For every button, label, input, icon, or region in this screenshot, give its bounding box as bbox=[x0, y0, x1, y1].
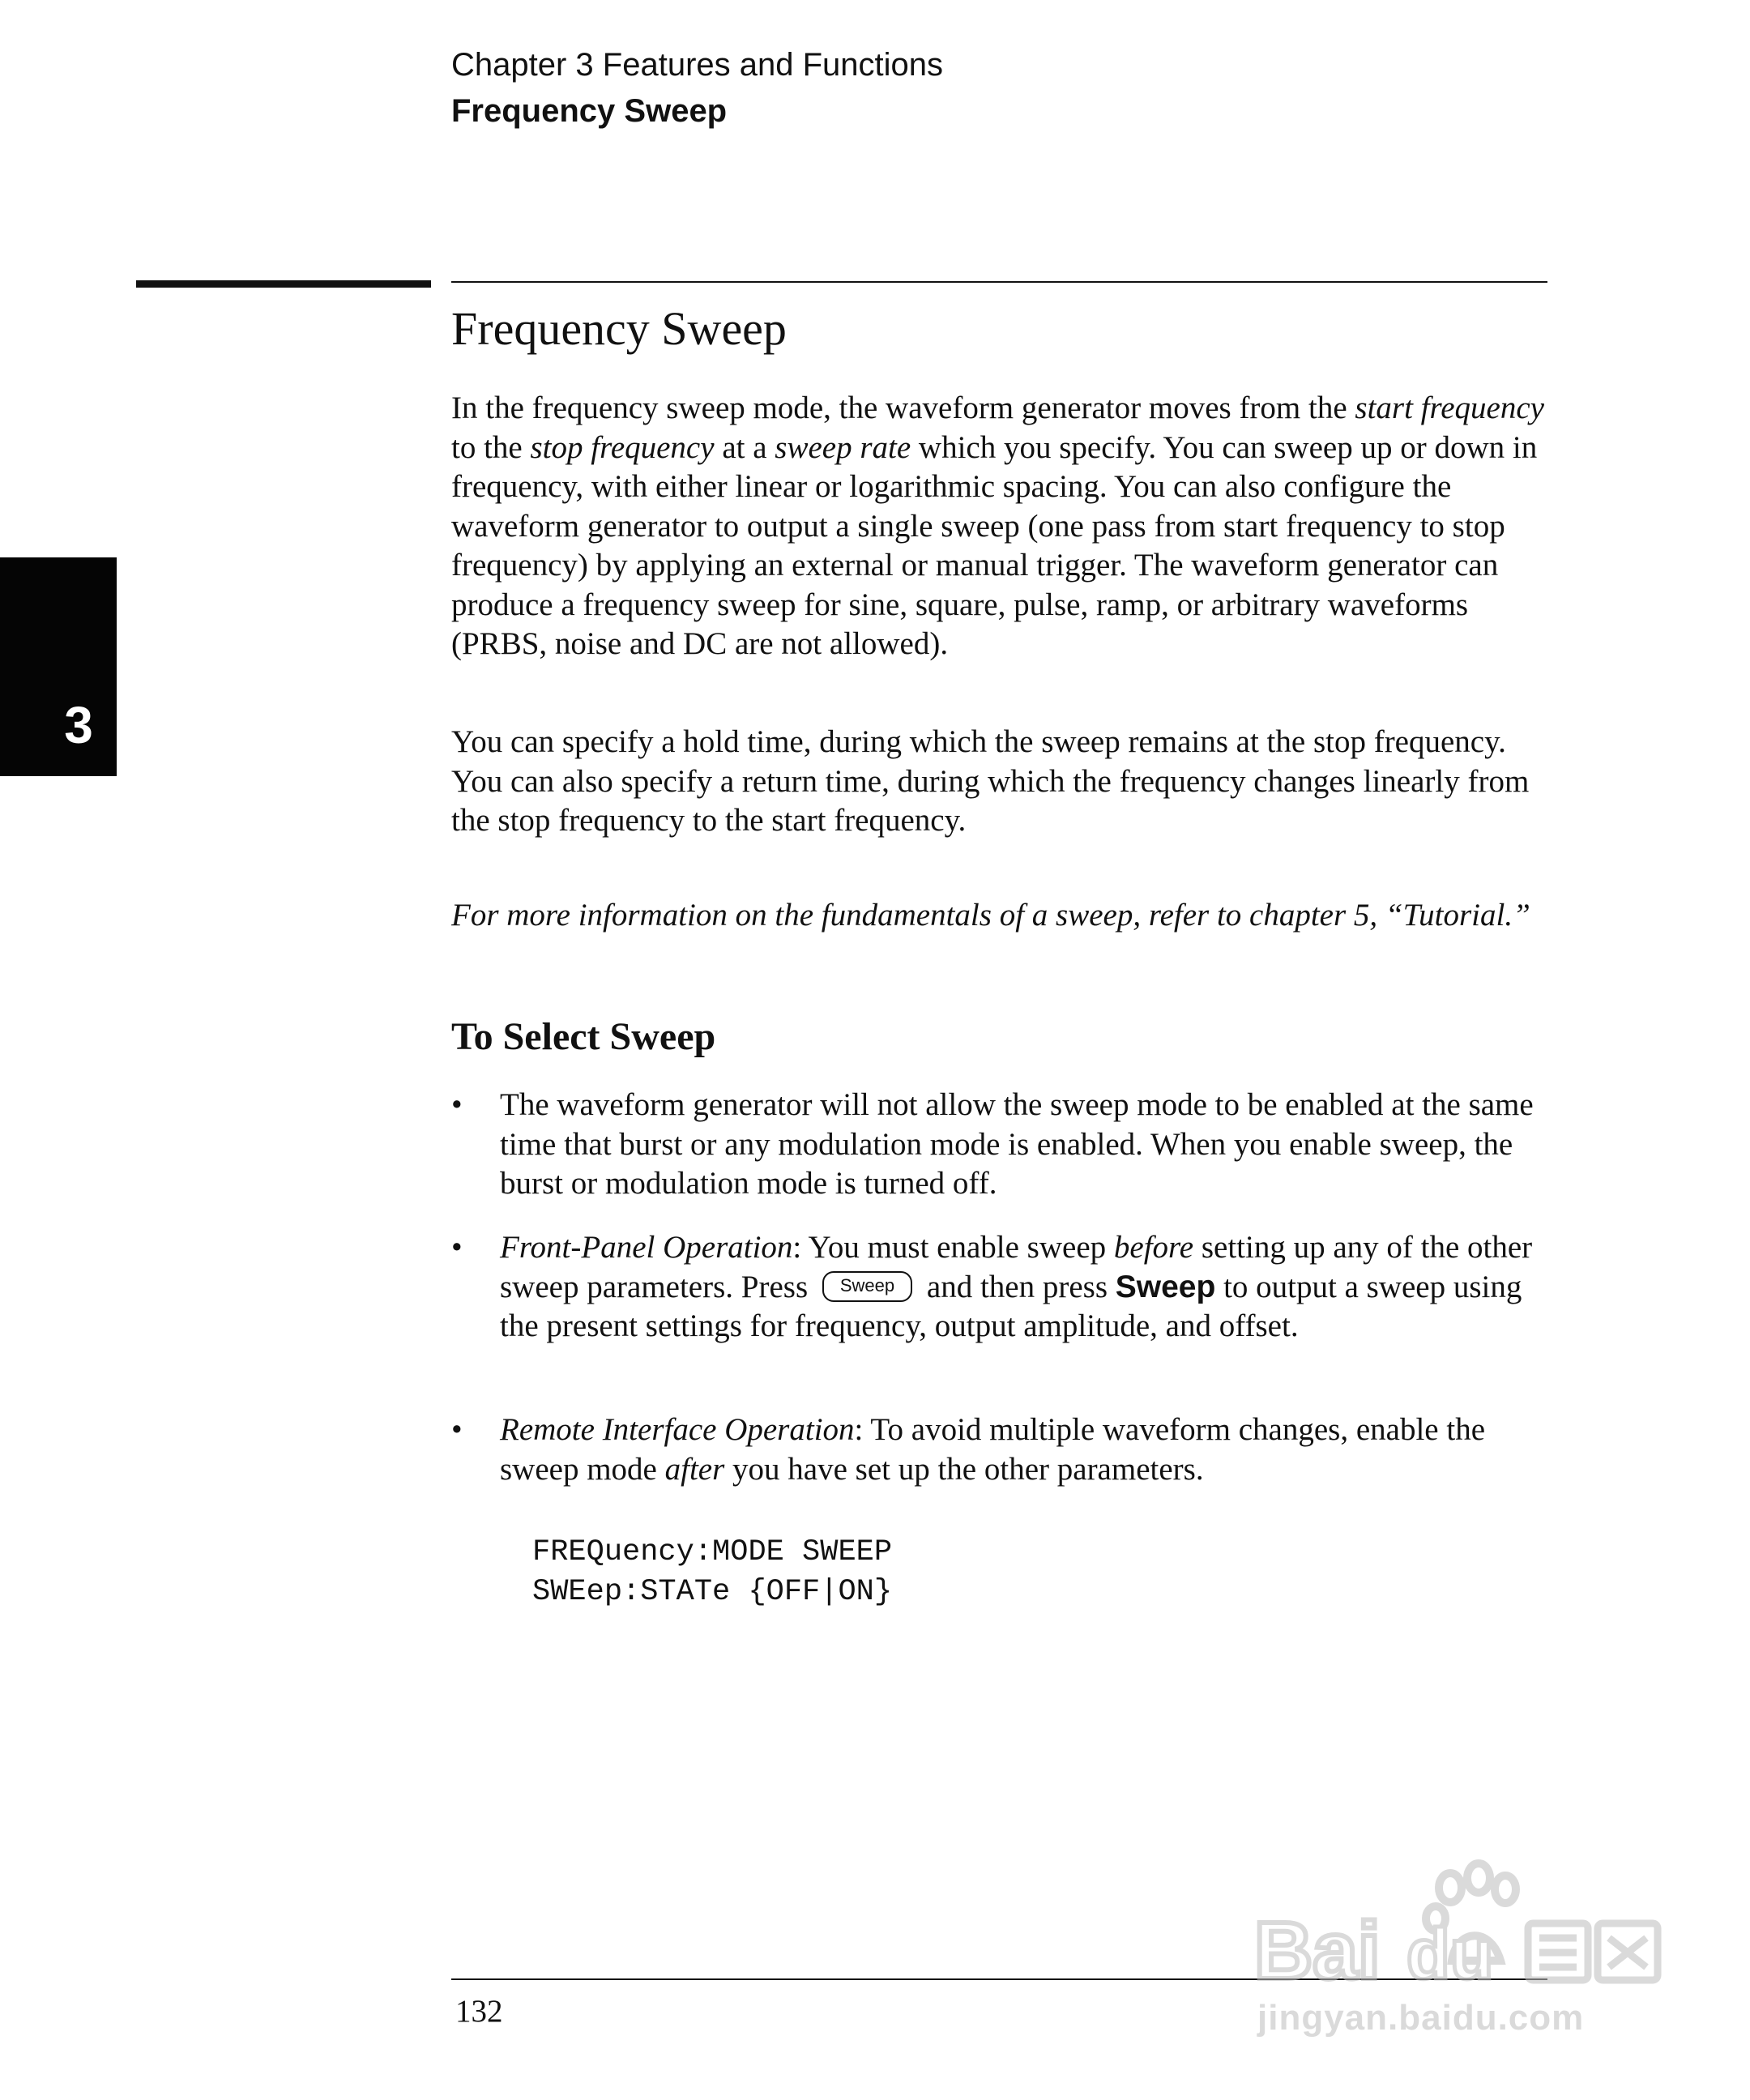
bullet-icon: • bbox=[451, 1087, 463, 1122]
text-run: and then press bbox=[919, 1269, 1116, 1304]
list-item-text bbox=[500, 1228, 1553, 1347]
bullet-icon: • bbox=[451, 1230, 463, 1265]
hold-return-paragraph bbox=[451, 723, 1553, 841]
front-panel-label: Front-Panel Operation bbox=[500, 1230, 793, 1265]
text-run: at a bbox=[714, 429, 775, 465]
running-header-section: Frequency Sweep bbox=[451, 93, 728, 129]
text-run: setting up any of the other sweep parameters. Press bbox=[500, 1230, 1533, 1304]
baidu-logo-icon bbox=[1248, 1839, 1669, 1993]
emphasis-start-frequency: start frequency bbox=[1355, 391, 1544, 425]
sweep-softkey-label: Sweep bbox=[1115, 1269, 1216, 1304]
chapter-tab-number: 3 bbox=[64, 696, 93, 754]
list-item bbox=[451, 1086, 1553, 1204]
subsection-heading: To Select Sweep bbox=[451, 1015, 716, 1058]
tutorial-reference-text: For more information on the fundamentals of a sweep, refer to chapter 5, “Tutorial.” bbox=[451, 898, 1530, 933]
remote-interface-label: Remote Interface Operation bbox=[500, 1412, 855, 1447]
text-run: you have set up the other parameters. bbox=[724, 1451, 1204, 1487]
list-item-text bbox=[500, 1411, 1553, 1489]
list-item-text: The waveform generator will not allow the sweep mode to be enabled at the same time that burst or any modulation mode is enabled. When you enable sweep, the burst or modulation mode is turned off. bbox=[500, 1087, 1534, 1201]
svg-text:du: du bbox=[1406, 1914, 1494, 1993]
text-run: to output a sweep using the present settings for frequency, output amplitude, and offset. bbox=[500, 1269, 1522, 1343]
emphasis-sweep-rate: sweep rate bbox=[775, 429, 911, 465]
watermark-url: jingyan.baidu.com bbox=[1257, 1998, 1585, 2038]
intro-paragraph bbox=[451, 389, 1553, 664]
running-header-chapter: Chapter 3 Features and Functions bbox=[451, 47, 944, 83]
scpi-code-block bbox=[532, 1533, 892, 1612]
sweep-key-icon: Sweep bbox=[822, 1271, 912, 1302]
chapter-thumb-tab bbox=[0, 557, 117, 776]
baidu-watermark bbox=[1248, 1839, 1669, 2050]
text-run: In the frequency sweep mode, the waveform generator moves from the bbox=[451, 391, 1355, 425]
list-item bbox=[451, 1228, 1553, 1347]
emphasis-stop-frequency: stop frequency bbox=[530, 429, 715, 465]
section-rule-thick bbox=[136, 280, 431, 288]
section-rule-thin bbox=[451, 281, 1547, 283]
emphasis-before: before bbox=[1113, 1230, 1194, 1265]
list-item bbox=[451, 1411, 1553, 1489]
code-line: FREQuency:MODE SWEEP bbox=[532, 1535, 893, 1569]
text-run: to the bbox=[451, 429, 531, 465]
text-run: : To avoid multiple waveform changes, enable the sweep mode bbox=[500, 1412, 1486, 1487]
hold-return-text: You can specify a hold time, during which the sweep remains at the stop frequency. You can also specify a return time, during which the frequency changes linearly from the stop frequency to the start frequency. bbox=[451, 724, 1530, 838]
code-line: SWEep:STATe {OFF|ON} bbox=[532, 1575, 893, 1609]
bullet-icon: • bbox=[451, 1412, 463, 1447]
text-run: : You must enable sweep bbox=[792, 1230, 1114, 1265]
emphasis-after: after bbox=[664, 1451, 725, 1487]
section-heading: Frequency Sweep bbox=[451, 302, 787, 355]
page-number: 132 bbox=[455, 1994, 503, 2029]
svg-text:Bai: Bai bbox=[1254, 1906, 1381, 1993]
tutorial-reference bbox=[451, 896, 1553, 936]
text-run: which you specify. You can sweep up or down in frequency, with either linear or logarithmic spacing. You can also configure the waveform generator to output a single sweep (one pass from start frequency to stop frequency) by applying an external or manual trigger. The waveform generator can produce a frequency sweep for sine, square, pulse, ramp, or arbitrary waveforms (PRBS, noise and DC are not allowed). bbox=[451, 429, 1538, 661]
